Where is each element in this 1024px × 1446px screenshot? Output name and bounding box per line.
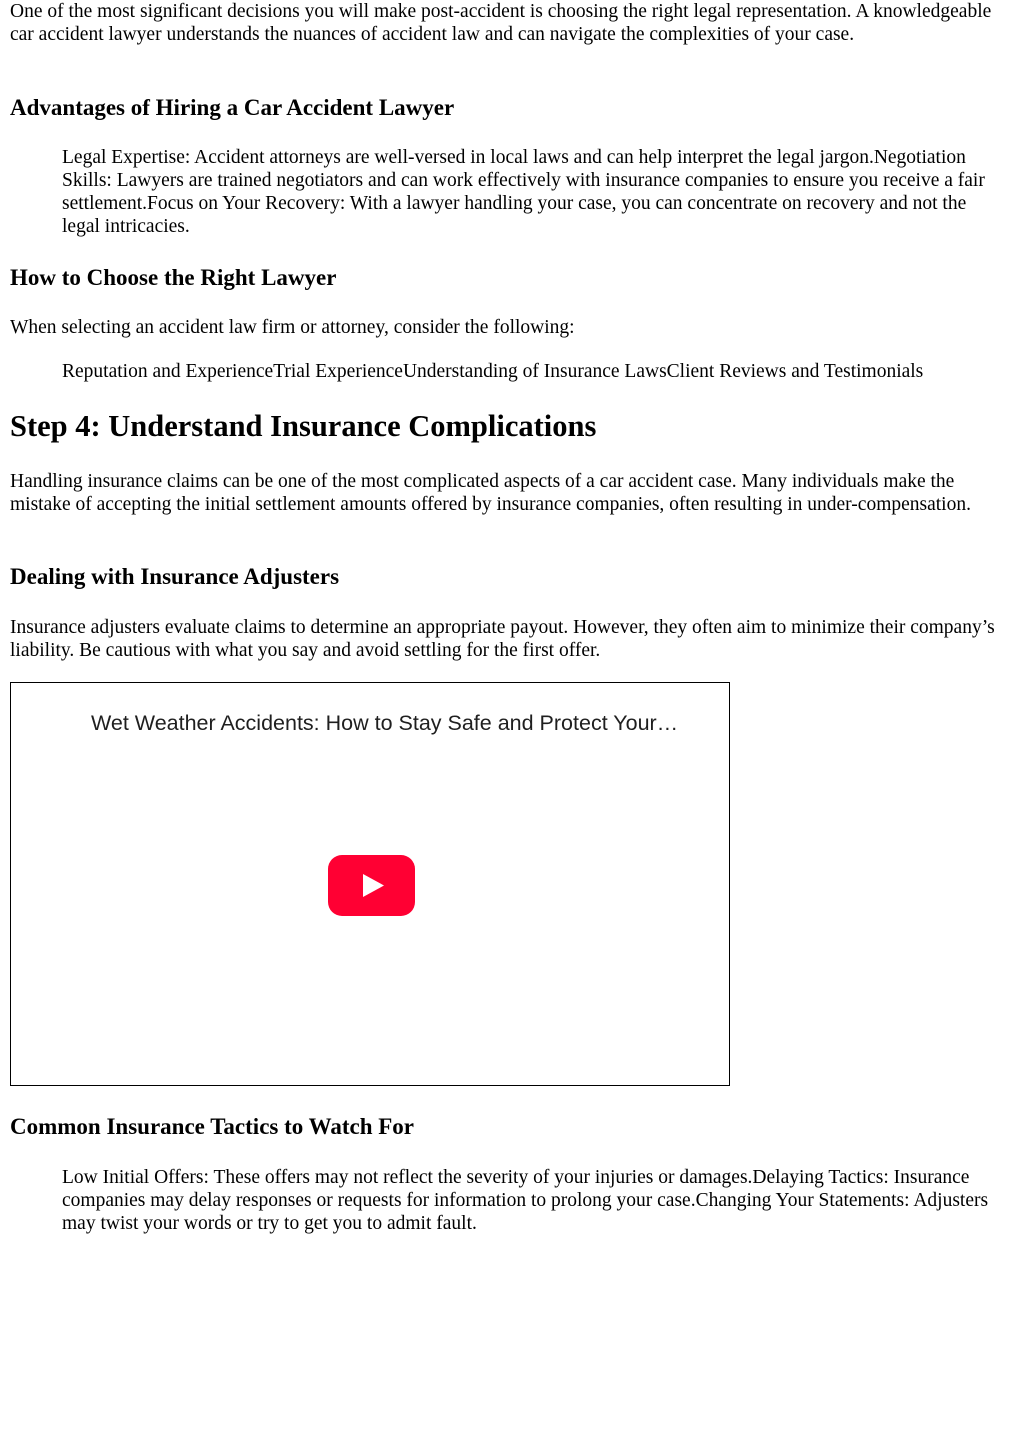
- adjusters-paragraph: Insurance adjusters evaluate claims to determine an appropriate payout. However, they often aim to minimize their company’s liability. Be cautious with what you say and avoid settling for the first offer.: [10, 617, 995, 661]
- choose-lawyer-intro: When selecting an accident law firm or attorney, consider the following:: [10, 317, 575, 338]
- adjusters-heading: Dealing with Insurance Adjusters: [10, 564, 340, 589]
- youtube-play-icon[interactable]: [328, 855, 415, 916]
- tactics-heading: Common Insurance Tactics to Watch For: [10, 1114, 414, 1139]
- video-title[interactable]: Wet Weather Accidents: How to Stay Safe and Protect Your…: [91, 711, 679, 735]
- step4-paragraph: Handling insurance claims can be one of the most complicated aspects of a car accident case. Many individuals make the mistake of accepting the initial settlement amounts offered by insurance companies, often resulting in under-compensation.: [10, 471, 971, 515]
- video-embed[interactable]: [10, 682, 730, 1086]
- play-triangle-icon: [328, 855, 415, 916]
- step4-heading: Step 4: Understand Insurance Complications: [10, 409, 597, 443]
- advantages-heading: Advantages of Hiring a Car Accident Lawyer: [10, 95, 455, 120]
- choose-lawyer-heading: How to Choose the Right Lawyer: [10, 265, 337, 290]
- tactics-list: Low Initial Offers: These offers may not reflect the severity of your injuries or damages.Delaying Tactics: Insurance companies may delay responses or requests for information to prolong your case.Changing Your Statements: Adjusters may twist your words or try to get you to admit fault.: [62, 1167, 989, 1234]
- intro-paragraph: One of the most significant decisions you will make post-accident is choosing the right legal representation. A knowledgeable car accident lawyer understands the nuances of accident law and can navigate the complexities of your case.: [10, 1, 992, 45]
- choose-lawyer-list: Reputation and ExperienceTrial ExperienceUnderstanding of Insurance LawsClient Reviews and Testimonials: [62, 361, 924, 382]
- advantages-list: Legal Expertise: Accident attorneys are well-versed in local laws and can help interpret the legal jargon.Negotiation Skills: Lawyers are trained negotiators and can work effectively with insurance companies to ensure you receive a fair settlement.Focus on Your Recovery: With a lawyer handling your case, you can concentrate on recovery and not the legal intricacies.: [62, 147, 985, 237]
